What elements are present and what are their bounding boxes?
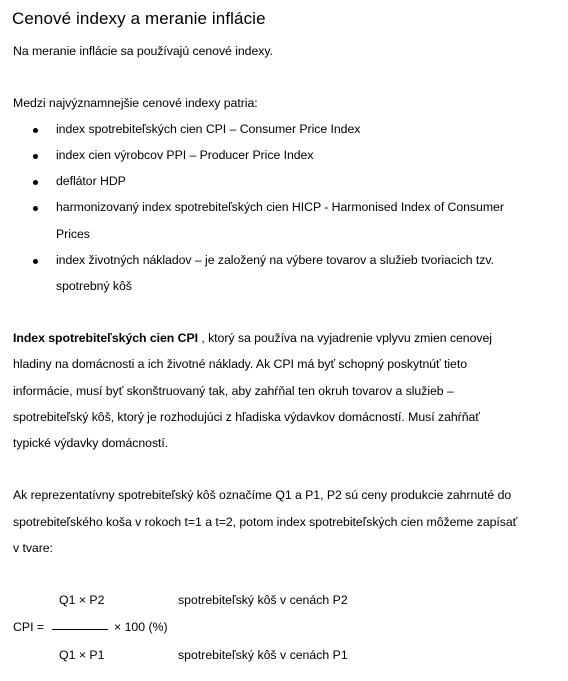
paragraph-text: , ktorý sa používa na vyjadrenie vplyvu zmien cenovej <box>197 331 492 345</box>
bullet-icon <box>33 206 38 211</box>
formula-denominator-description: spotrebiteľský kôš v cenách P1 <box>178 648 348 662</box>
list-item: index cien výrobcov PPI – Producer Price Index <box>56 148 314 162</box>
bullet-icon <box>33 128 38 133</box>
fraction-bar <box>52 629 108 630</box>
formula-lhs: CPI = <box>13 620 45 634</box>
paragraph-line: spotrebiteľského koša v rokoch t=1 a t=2, potom index spotrebiteľských cien môžeme zapísať <box>13 515 518 529</box>
cpi-term: Index spotrebiteľských cien CPI <box>13 331 198 345</box>
list-item: harmonizovaný index spotrebiteľských cien HICP - Harmonised Index of Consumer <box>56 200 504 214</box>
page-title: Cenové indexy a meranie inflácie <box>12 9 266 28</box>
paragraph-line: spotrebiteľský kôš, ktorý je rozhodujúci z hľadiska výdavkov domácností. Musí zahŕňať <box>13 410 480 424</box>
formula-denominator: Q1 × P1 <box>59 648 105 662</box>
paragraph-line: v tvare: <box>13 541 53 555</box>
paragraph-line: informácie, musí byť skonštruovaný tak, aby zahŕňal ten okruh tovarov a služieb – <box>13 384 454 398</box>
list-item-continuation: Prices <box>56 227 90 241</box>
bullet-icon <box>33 180 38 185</box>
list-intro-text: Medzi najvýznamnejšie cenové indexy patria: <box>13 96 258 110</box>
list-item: index životných nákladov – je založený na výbere tovarov a služieb tvoriacich tzv. <box>56 253 494 267</box>
list-item-continuation: spotrebný kôš <box>56 279 132 293</box>
formula-numerator: Q1 × P2 <box>59 593 105 607</box>
formula-numerator-description: spotrebiteľský kôš v cenách P2 <box>178 593 348 607</box>
list-item: index spotrebiteľských cien CPI – Consumer Price Index <box>56 122 361 136</box>
paragraph-line: hladiny na domácnosti a ich životné náklady. Ak CPI má byť schopný poskytnúť tieto <box>13 357 467 371</box>
list-item: deflátor HDP <box>56 174 126 188</box>
paragraph-line: typické výdavky domácností. <box>13 436 169 450</box>
paragraph-line <box>13 331 492 345</box>
bullet-icon <box>33 154 38 159</box>
paragraph-line: Ak reprezentatívny spotrebiteľský kôš označíme Q1 a P1, P2 sú ceny produkcie zahrnuté do <box>13 488 512 502</box>
intro-text: Na meranie inflácie sa používajú cenové indexy. <box>13 44 273 58</box>
formula-multiplier: × 100 (%) <box>114 620 168 634</box>
bullet-icon <box>33 259 38 264</box>
